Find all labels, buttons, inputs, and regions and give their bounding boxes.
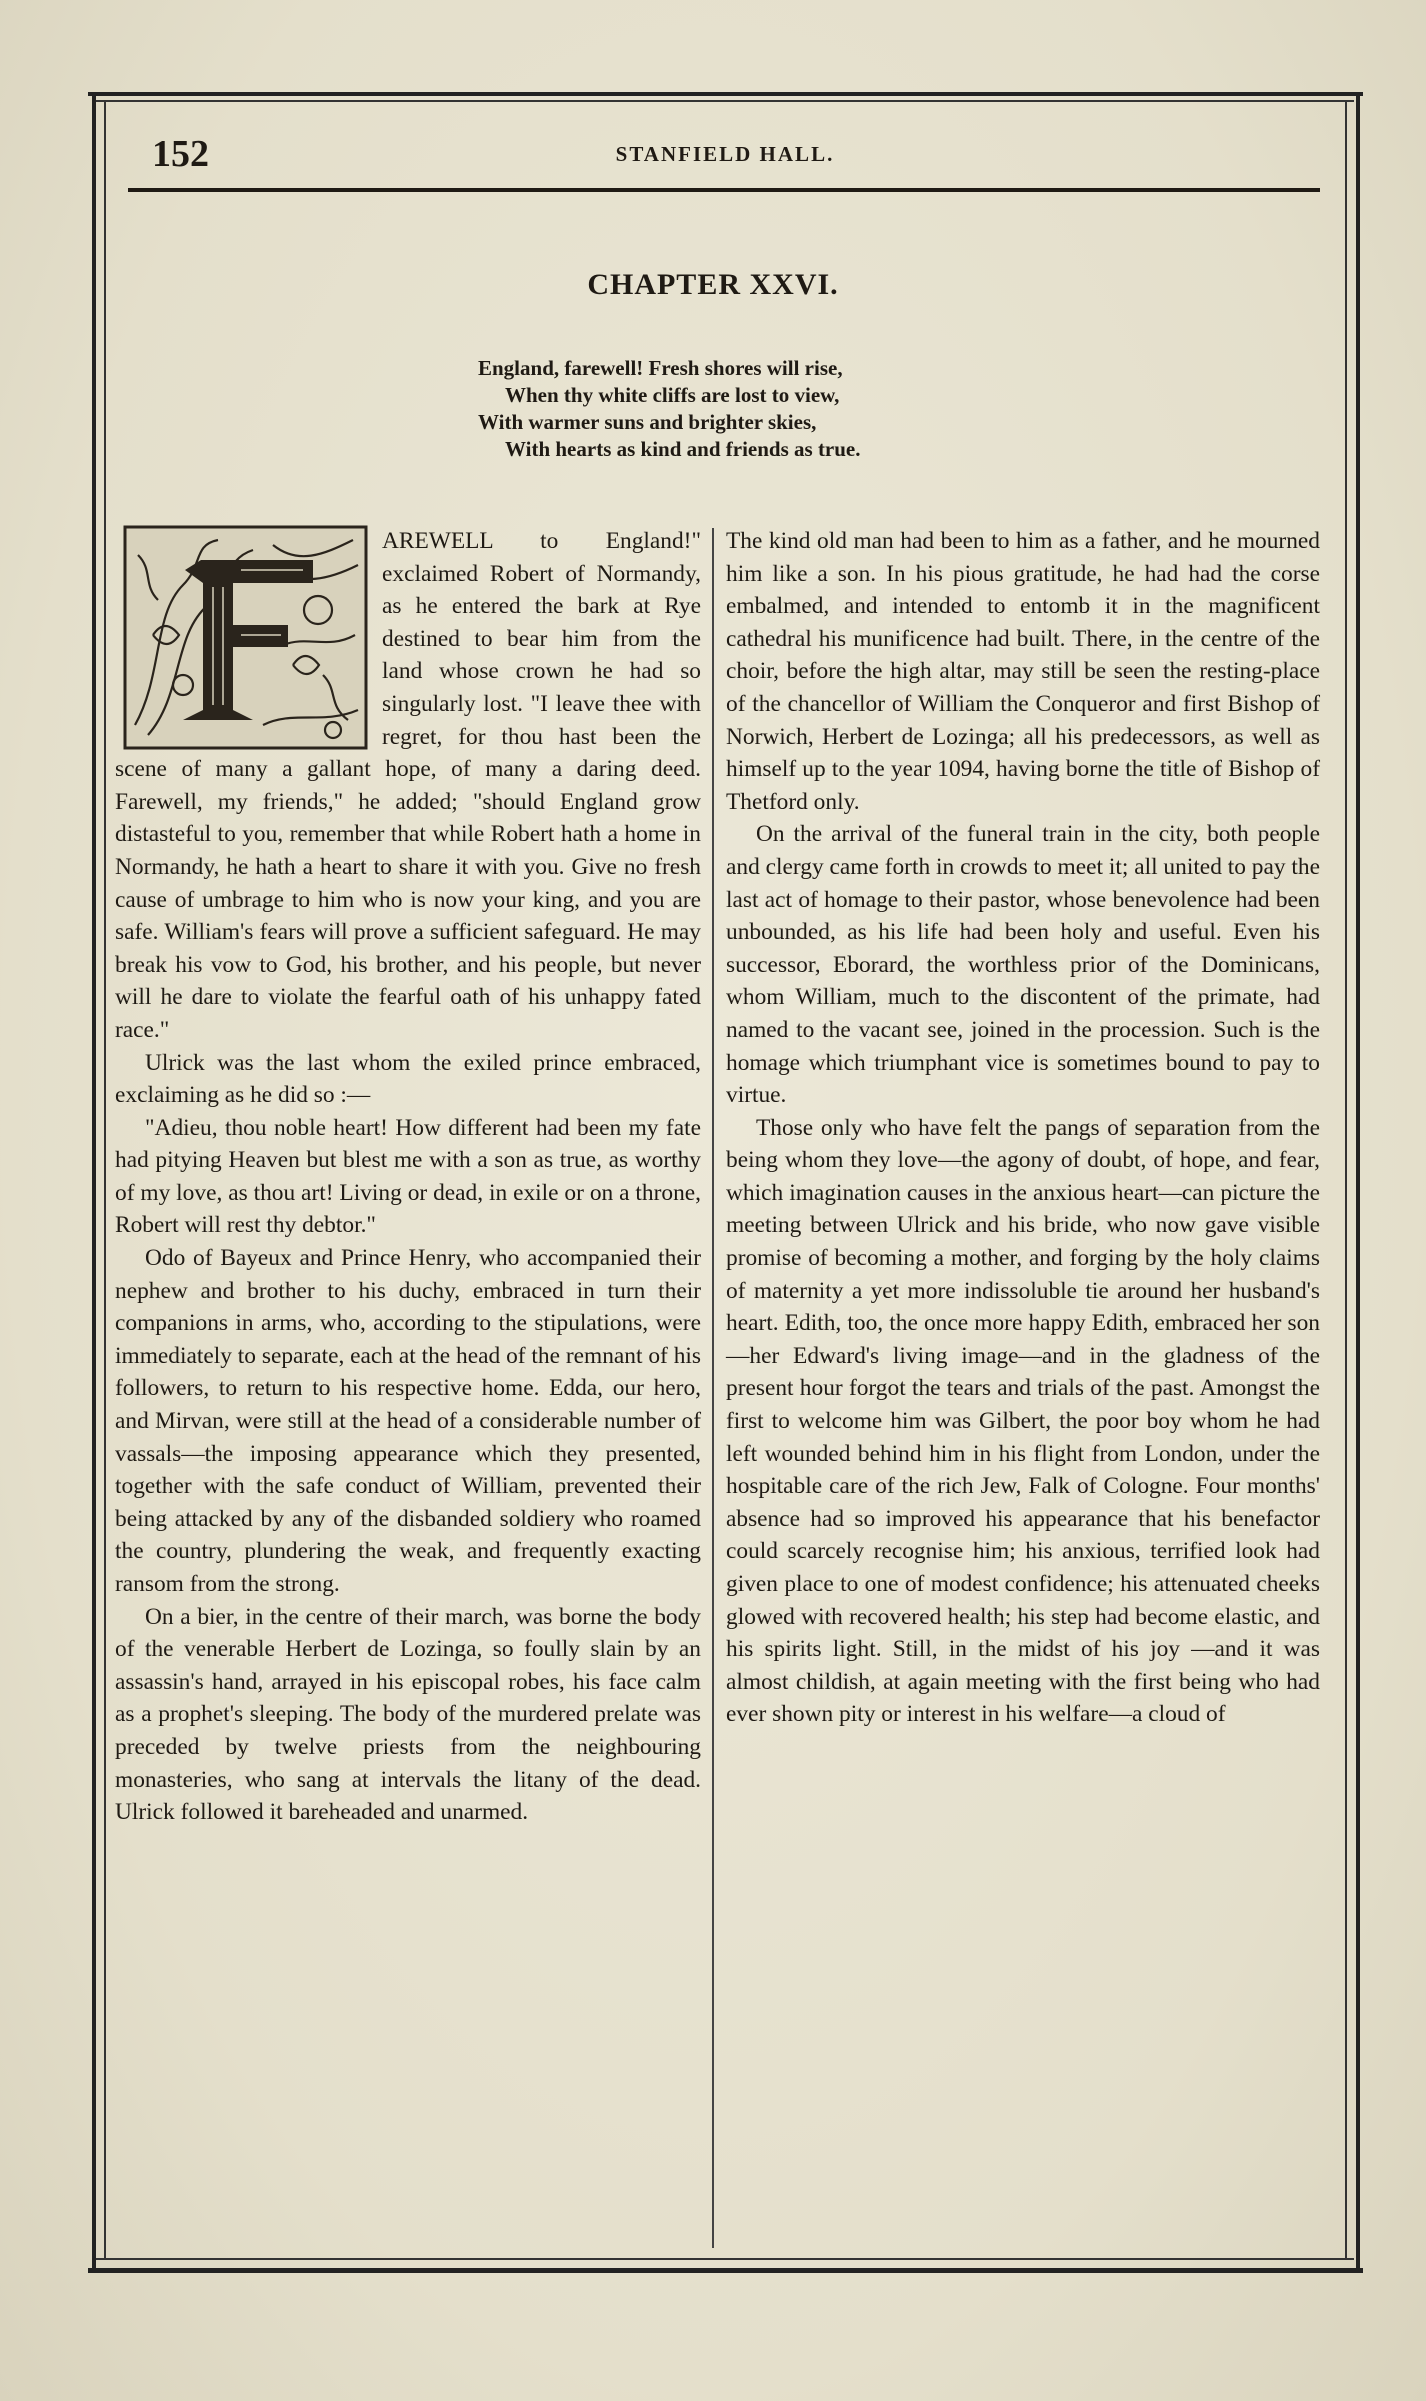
- paragraph: Odo of Bayeux and Prince Henry, who accompanied their nephew and brother to his duchy, embraced in turn their companions in arms, who, according to the stipulations, were immediately to separate, each at the head of the remnant of his followers, to return to his respective home. Edda, our hero, and Mirvan, were still at the head of a considerable number of vassals—the imposing appearance which they presented, together with the safe conduct of William, prevented their being attacked by any of the disbanded soldiery who roamed the country, plundering the weak, and frequently exacting ransom from the strong.: [115, 1245, 701, 1597]
- epigraph-line: With warmer suns and brighter skies,: [478, 410, 817, 434]
- paragraph: The kind old man had been to him as a father, and he mourned him like a son. In his pious gratitude, he had had the corse embalmed, and intended to entomb it in the magnificent cathedral his munificence had built. There, in the centre of the choir, before the high altar, may still be seen the resting-place of the chancellor of William the Conqueror and first Bishop of Norwich, Herbert de Lozinga; all his predecessors, as well as himself up to the year 1094, having borne the title of Bishop of Thetford only.: [726, 528, 1320, 815]
- decorative-initial-icon: [123, 525, 368, 750]
- frame-rule-right: [1356, 94, 1360, 2269]
- paragraph: On the arrival of the funeral train in the city, both people and clergy came forth in crowds to meet it; all united to pay the last act of homage to their pastor, whose benevolence had been unbounded, as his life had been holy and useful. Even his successor, Eborard, the worthless prior of the Dominicans, whom William, much to the discontent of the primate, had named to the vacant see, joined in the procession. Such is the homage which triumphant vice is sometimes bound to pay to virtue.: [726, 821, 1320, 1109]
- epigraph-line: When thy white cliffs are lost to view,: [505, 383, 840, 407]
- frame-rule-right-inner: [1345, 100, 1347, 2260]
- frame-rule-bottom: [88, 2268, 1363, 2273]
- frame-rule-top-inner: [96, 100, 1354, 102]
- frame-rule-left: [92, 94, 96, 2269]
- header-rule: [128, 188, 1320, 192]
- paragraph: Those only who have felt the pangs of separation from the being whom they love—the agony of doubt, of hope, and fear, which imagination causes in the anxious heart—can picture the meeting between Ulrick and his bride, who now gave visible promise of becoming a mother, and forging by the holy claims of maternity a yet more indissoluble tie around her husband's heart. Edith, too, the once more happy Edith, embraced her son—her Edward's living image—and in the gladness of the present hour forgot the tears and trials of the past. Amongst the first to welcome him was Gilbert, the poor boy whom he had left wounded behind him in his flight from London, under the hospitable care of the rich Jew, Falk of Cologne. Four months' absence had so improved his appearance that his benefactor could scarcely recognise him; his anxious, terrified look had given place to one of modest confidence; his attenuated cheeks glowed with recovered health; his step had become elastic, and his spirits light. Still, in the midst of his joy —and it was almost childish, at again meeting with the first being who had ever shown pity or interest in his welfare—a cloud of: [726, 1114, 1320, 1728]
- paragraph: Ulrick was the last whom the exiled prince embraced, exclaiming as he did so :—: [115, 1049, 701, 1109]
- paragraph: "Adieu, thou noble heart! How different had been my fate had pitying Heaven but blest me with a son as true, as worthy of my love, as thou art! Living or dead, in exile or on a throne, Robert will rest thy debtor.": [115, 1114, 701, 1239]
- paragraph: AREWELL to England!" exclaimed Robert of Normandy, as he entered the bark at Rye destined to bear him from the land whose crown he had so singularly lost. "I leave thee with regret, for thou hast been the scene of many a gallant hope, of many a daring deed. Farewell, my friends," he added; "should England grow distasteful to you, remember that while Robert hath a home in Normandy, he hath a heart to share it with you. Give no fresh cause of umbrage to him who is now your king, and you are safe. William's fears will prove a sufficient safeguard. He may break his vow to God, his brother, and his people, but never will he dare to violate the fearful oath of his unhappy fated race.": [115, 528, 701, 1043]
- paragraph: On a bier, in the centre of their march, was borne the body of the venerable Herbert de Lozinga, so foully slain by an assassin's hand, arrayed in his episcopal robes, his face calm as a prophet's sleeping. The body of the murdered prelate was preceded by twelve priests from the neighbouring monasteries, who sang at intervals the litany of the dead. Ulrick followed it bareheaded and unarmed.: [115, 1603, 701, 1826]
- column-divider: [712, 528, 714, 2248]
- epigraph-line: England, farewell! Fresh shores will rise,: [478, 356, 843, 380]
- running-title: STANFIELD HALL.: [615, 142, 835, 166]
- epigraph-line: With hearts as kind and friends as true.: [505, 437, 861, 461]
- right-column: [726, 525, 1320, 1731]
- frame-rule-left-inner: [104, 100, 106, 2260]
- chapter-title: CHAPTER XXVI.: [587, 268, 839, 301]
- epigraph: [478, 355, 1038, 463]
- left-column: [115, 525, 701, 1829]
- frame-rule-bottom-inner: [96, 2258, 1354, 2260]
- running-head: [130, 130, 1320, 180]
- page-number: 152: [152, 133, 209, 175]
- frame-rule-top: [88, 92, 1363, 96]
